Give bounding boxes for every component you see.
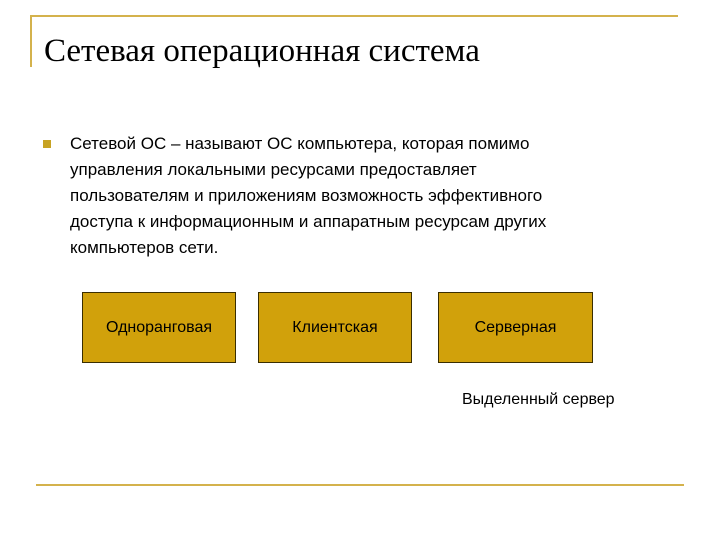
left-rule — [30, 15, 32, 67]
type-box-client — [258, 292, 412, 363]
bullet-square-icon — [43, 140, 51, 148]
type-box-peer-to-peer — [82, 292, 236, 363]
slide-title: Сетевая операционная система — [44, 33, 480, 69]
type-box-label: Серверная — [474, 318, 557, 336]
definition-text: Сетевой ОС – называют ОС компьютера, которая помимо управления локальными ресурсами предоставляет пользователям и приложениям возможность эффективного доступа к информационным и аппаратным ресурсам других компьютеров сети. — [70, 134, 547, 257]
type-box-server — [438, 292, 593, 363]
bottom-rule — [36, 484, 684, 486]
type-box-label: Одноранговая — [105, 318, 213, 336]
top-rule — [30, 15, 678, 17]
type-box-label: Клиентская — [292, 318, 378, 336]
dedicated-server-note: Выделенный сервер — [462, 391, 615, 408]
